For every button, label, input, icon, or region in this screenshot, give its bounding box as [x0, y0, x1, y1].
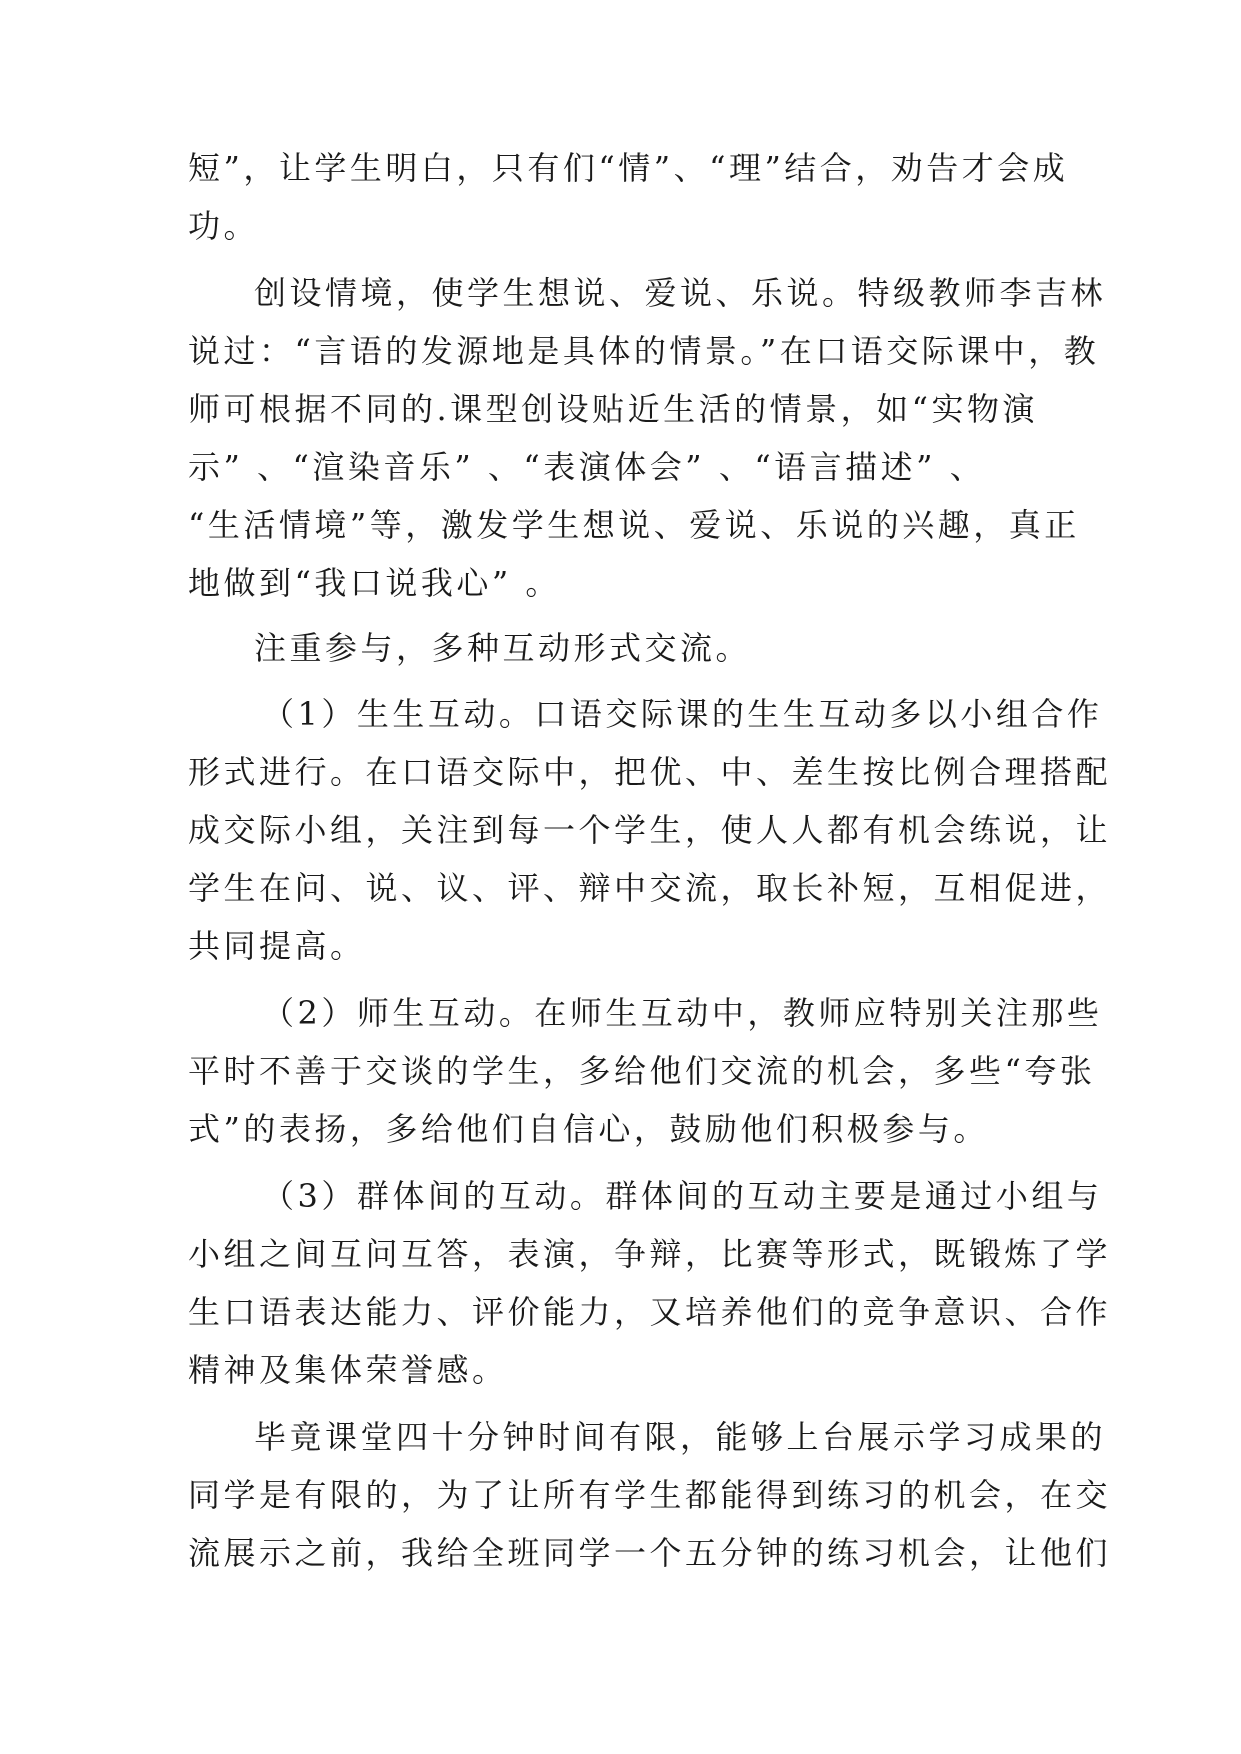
text-line: 功。: [188, 207, 260, 245]
text-line: 式”的表扬，多给他们自信心，鼓励他们积极参与。: [188, 1110, 989, 1148]
text-line: 同学是有限的，为了让所有学生都能得到练习的机会，在交: [188, 1476, 1112, 1514]
text-line: 流展示之前，我给全班同学一个五分钟的练习机会，让他们: [188, 1534, 1112, 1572]
text-line: 成交际小组，关注到每一个学生，使人人都有机会练说，让: [188, 811, 1112, 849]
paragraph-start-line: 创设情境，使学生想说、爱说、乐说。特级教师李吉林: [254, 274, 1107, 312]
text-line: “生活情境”等，激发学生想说、爱说、乐说的兴趣，真正: [188, 506, 1080, 544]
text-line: 学生在问、说、议、评、辩中交流，取长补短，互相促进，: [188, 869, 1112, 907]
text-line: 说过：“言语的发源地是具体的情景。”在口语交际课中，教: [188, 332, 1100, 370]
text-line: 师可根据不同的.课型创设贴近生活的情景，如“实物演: [188, 390, 1039, 428]
text-line: 生口语表达能力、评价能力，又培养他们的竞争意识、合作: [188, 1293, 1112, 1331]
text-line: 示” 、“渲染音乐” 、“表演体会” 、“语言描述” 、: [188, 448, 986, 486]
text-line: 短”，让学生明白，只有们“情”、“理”结合，劝告才会成: [188, 149, 1069, 187]
text-line: 共同提高。: [188, 927, 366, 965]
paragraph-start-line: （2）师生互动。在师生互动中，教师应特别关注那些: [262, 994, 1103, 1032]
paragraph-start-line: 注重参与，多种互动形式交流。: [254, 629, 752, 667]
paragraph-start-line: 毕竟课堂四十分钟时间有限，能够上台展示学习成果的: [254, 1418, 1107, 1456]
paragraph-start-line: （3）群体间的互动。群体间的互动主要是通过小组与: [262, 1177, 1103, 1215]
text-line: 平时不善于交谈的学生，多给他们交流的机会，多些“夸张: [188, 1052, 1096, 1090]
text-line: 形式进行。在口语交际中，把优、中、差生按比例合理搭配: [188, 753, 1112, 791]
text-line: 小组之间互问互答，表演，争辩，比赛等形式，既锻炼了学: [188, 1235, 1112, 1273]
text-line: 精神及集体荣誉感。: [188, 1351, 508, 1389]
text-line: 地做到“我口说我心” 。: [188, 564, 561, 602]
paragraph-start-line: （1）生生互动。口语交际课的生生互动多以小组合作: [262, 695, 1103, 733]
